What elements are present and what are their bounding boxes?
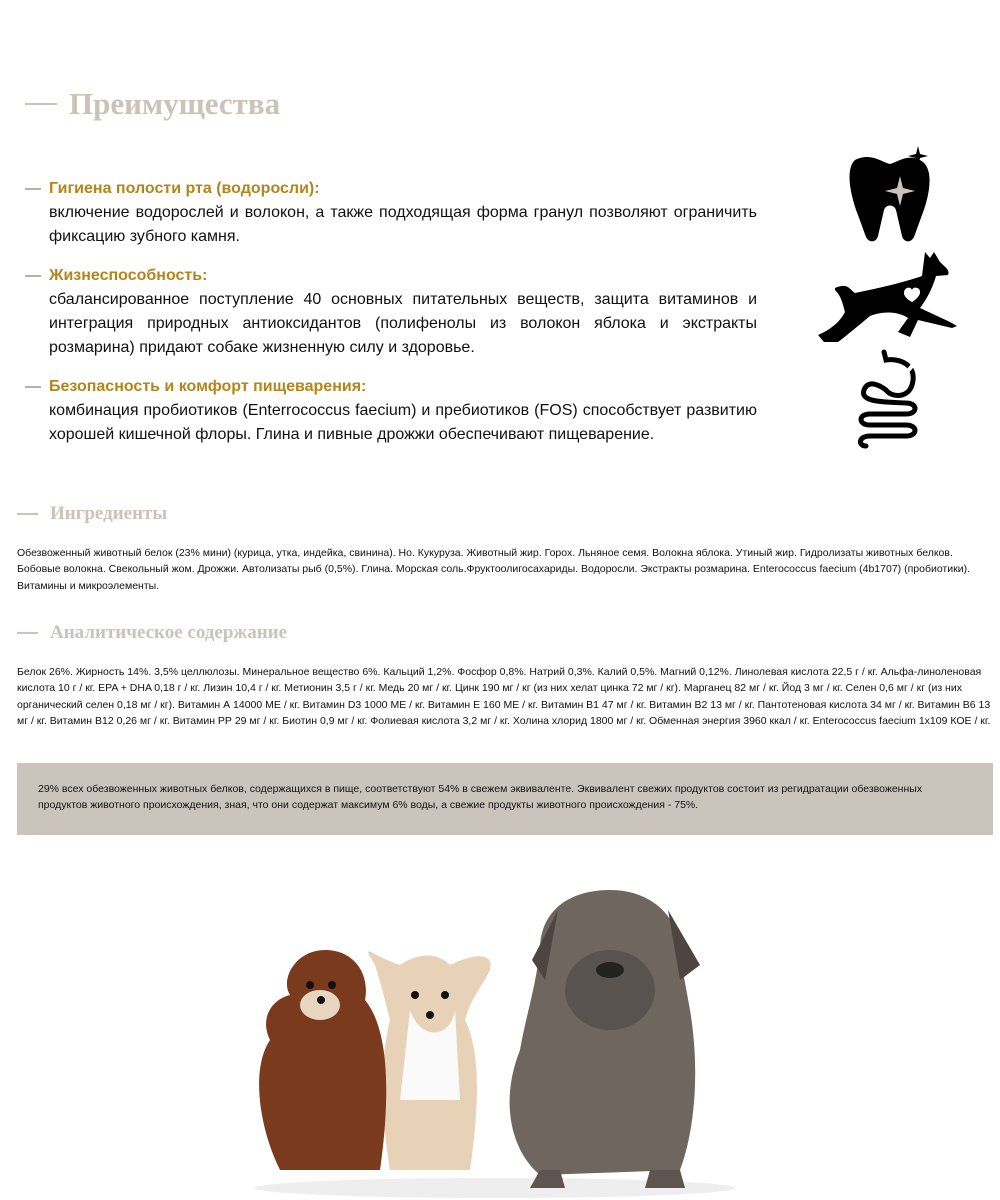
advantages-list <box>25 177 757 462</box>
item-text: включение водорослей и волокон, а также подходящая форма гранул позволяют ограничить фиксацию зубного камня. <box>49 204 757 245</box>
protein-note-text: 29% всех обезвоженных животных белков, содержащихся в пище, соответствуют 54% в свежем эквиваленте. Эквивалент свежих продуктов состоит из регидратации обезвоженных продуктов животного происхождения, зная, что они содержат максимум 6% воды, а свежие продукты животного происхождения - 75%. <box>38 783 923 811</box>
heading-dash <box>25 103 57 105</box>
analytical-heading <box>17 622 287 644</box>
advantage-item: Безопасность и комфорт пищеварения: комбинация пробиотиков (Enterrococcus faecium) и пребиотиков (FOS) способствует развитию хорошей кишечной флоры. Глина и пивные дрожжи обеспечивают пищеварение. <box>25 375 757 447</box>
heading-dash <box>17 513 38 515</box>
advantage-item: Гигиена полости рта (водоросли): включение водорослей и волокон, а также подходящая форма гранул позволяют ограничить фиксацию зубного камня. <box>25 177 757 249</box>
cane-corso-puppy <box>510 890 700 1188</box>
advantages-title: Преимущества <box>69 86 281 121</box>
analytical-text: Белок 26%. Жирность 14%. 3,5% целлюлозы. Минеральное вещество 6%. Кальций 1,2%. Фосфор 0,8%. Натрий 0,3%. Калий 0,5%. Магний 0,12%. Линолевая кислота 22,5 г / кг. Альфа-линоленовая кислота 10 г / кг. EPA + DHA 0,18 г / кг. Лизин 10,4 г / кг. Метионин 3,5 г / кг. Медь 20 мг / кг. Цинк 190 мг / кг (из них хелат цинка 72 мг / кг). Марганец 82 мг / кг. Йод 3 мг / кг. Селен 0,6 мг / кг (из них органический селен 0,18 мг / кг). Витамин А 14000 МЕ / кг. Витамин D3 1000 МЕ / кг. Витамин Е 160 МЕ / кг. Витамин В1 47 мг / кг. Витамин В2 13 мг / кг. Пантотеновая кислота 34 мг / кг. Витамин В6 13 мг / кг. Витамин В12 0,26 мг / кг. Витамин РР 29 мг / кг. Биотин 0,9 мг / кг. Фолиевая кислота 3,2 мг / кг. Холина хлорид 1800 мг / кг. Обменная энергия 3960 ккал / кг. Enterococcus faecium 1x109 КОЕ / кг. <box>17 666 991 727</box>
item-title: Безопасность и комфорт пищеварения <box>49 378 362 395</box>
item-dash <box>25 188 41 190</box>
item-text: комбинация пробиотиков (Enterrococcus faecium) и пребиотиков (FOS) способствует развитию хорошей кишечной флоры. Глина и пивные дрожжи обеспечивают пищеварение. <box>49 402 757 443</box>
chihuahua <box>368 951 491 1170</box>
advantage-icons <box>800 140 980 450</box>
cavalier-spaniel <box>259 950 386 1170</box>
item-dash <box>25 275 41 277</box>
protein-note-box <box>17 763 993 835</box>
analytical-title: Аналитическое содержание <box>50 622 288 643</box>
stomach-intestine-check-icon <box>860 352 915 446</box>
three-dogs-photo <box>240 870 750 1198</box>
item-dash <box>25 386 41 388</box>
advantages-heading <box>25 86 280 122</box>
ingredients-title: Ингредиенты <box>50 503 168 524</box>
tooth-sparkle-icon <box>850 146 930 241</box>
item-title: Жизнеспособность <box>49 267 203 284</box>
item-text: сбалансированное поступление 40 основных питательных веществ, защита витаминов и интеграция природных антиоксидантов (полифенолы из волокон яблока и экстракты розмарина) придают собаке жизненную силу и здоровье. <box>49 291 757 356</box>
heading-dash <box>17 632 38 634</box>
ingredients-heading <box>17 503 167 525</box>
advantage-item: Жизнеспособность: сбалансированное поступление 40 основных питательных веществ, защита витаминов и интеграция природных антиоксидантов (полифенолы из волокон яблока и экстракты розмарина) придают собаке жизненную силу и здоровье. <box>25 264 757 360</box>
ingredients-text: Обезвоженный животный белок (23% мини) (курица, утка, индейка, свинина). Но. Кукуруза. Животный жир. Горох. Льняное семя. Волокна яблока. Утиный жир. Гидролизаты животных белков. Бобовые волокна. Свекольный жом. Дрожжи. Автолизаты рыб (0,5%). Глина. Морская соль.Фруктоолигосахариды. Водоросли. Экстракты розмарина. Enterococcus faecium (4b1707) (пробиотики). Витамины и микроэлементы. <box>17 547 970 592</box>
item-title: Гигиена полости рта (водоросли) <box>49 180 315 197</box>
running-dog-heart-icon <box>818 252 957 342</box>
